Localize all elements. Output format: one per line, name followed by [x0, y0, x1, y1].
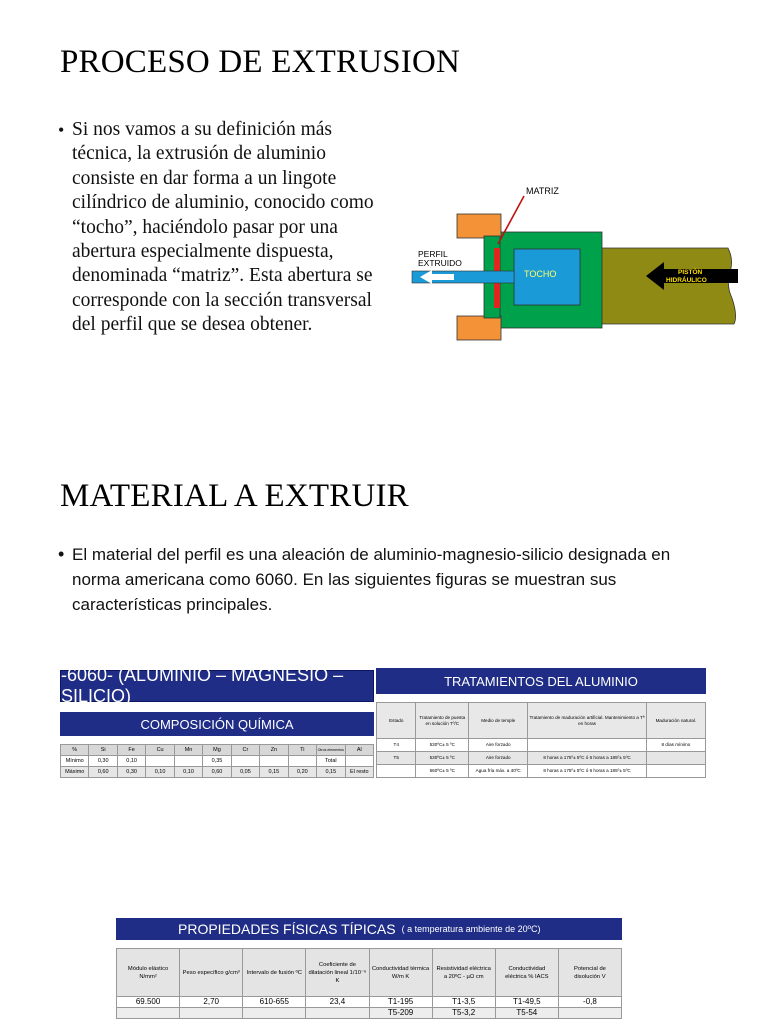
table-cell: 530ºC± 5 ºC — [416, 739, 469, 752]
clamp-top — [457, 214, 501, 238]
label-perfil-2: EXTRUIDO — [418, 258, 462, 268]
table-cell: T1-49,5 — [495, 997, 558, 1008]
table-cell: T5-54 — [495, 1008, 558, 1019]
table-cell — [288, 756, 316, 767]
table-cell: 0,10 — [146, 767, 174, 778]
table-cell — [558, 1008, 621, 1019]
table-cell: 0,15 — [317, 767, 345, 778]
header-cell: Cu — [146, 745, 174, 756]
table-cell: Mínimo — [61, 756, 89, 767]
table-cell: 0,10 — [117, 756, 145, 767]
table-prop-note: ( a temperatura ambiente de 20ºC) — [401, 924, 541, 934]
slide-title-proceso: PROCESO DE EXTRUSION — [60, 44, 461, 80]
table-cell: T5-3,2 — [432, 1008, 495, 1019]
table-cell: 560ºC± 5 ºC — [416, 765, 469, 778]
table-cell — [243, 1008, 306, 1019]
table-cell: T1-195 — [369, 997, 432, 1008]
composition-table — [60, 744, 374, 778]
table-cell — [174, 756, 202, 767]
table-header-row — [61, 745, 374, 756]
table-cell: T1-3,5 — [432, 997, 495, 1008]
table-cell: T5 — [377, 752, 416, 765]
header-cell: Módulo elástico N/mm² — [117, 949, 180, 997]
table-header-row — [377, 703, 706, 739]
header-cell: Al — [345, 745, 373, 756]
propiedades-table — [116, 948, 622, 1019]
header-cell: Estado — [377, 703, 416, 739]
header-cell: Ti — [288, 745, 316, 756]
header-cell: Cr — [231, 745, 259, 756]
table-prop-title: PROPIEDADES FÍSICAS TÍPICAS — [178, 921, 396, 937]
table-tratamientos — [376, 668, 706, 778]
header-cell: Mn — [174, 745, 202, 756]
table-trat-banner: TRATAMIENTOS DEL ALUMINIO — [376, 668, 706, 694]
table-cell: Agua fría máx. a 40ºC — [469, 765, 528, 778]
header-cell: Resistividad eléctrica a 20ºC - µΩ cm — [432, 949, 495, 997]
header-cell: Potencial de disolución V — [558, 949, 621, 997]
table-cell: El resto — [345, 767, 373, 778]
header-cell: Conductividad eléctrica % IACS — [495, 949, 558, 997]
table-cell: 610-655 — [243, 997, 306, 1008]
table-6060-subbanner: COMPOSICIÓN QUÍMICA — [60, 712, 374, 736]
header-cell: Conductividad térmica W/m K — [369, 949, 432, 997]
table-cell: 0,60 — [203, 767, 231, 778]
label-piston-1: PISTÓN — [678, 269, 703, 276]
table-cell: Aire forzado — [469, 739, 528, 752]
header-cell: Tratamiento de maduración artificial. Mantenimiento a Tª en horas — [528, 703, 646, 739]
table-cell: T5-209 — [369, 1008, 432, 1019]
table-6060-banner: -6060- (ALUMINIO – MAGNESIO – SILICIO) — [60, 670, 374, 702]
slide-title-material: MATERIAL A EXTRUIR — [60, 478, 409, 514]
table-cell — [646, 752, 705, 765]
header-cell: Peso específico g/cm³ — [180, 949, 243, 997]
table-cell — [117, 1008, 180, 1019]
table-cell — [146, 756, 174, 767]
table-row — [61, 756, 374, 767]
table-row — [377, 765, 706, 778]
table-cell: 8 horas a 175º± 5ºC ó 6 horas a 185º± 5ºC — [528, 752, 646, 765]
header-cell: Si — [89, 745, 117, 756]
extrusion-diagram — [410, 176, 745, 346]
header-cell: Otros elementos — [317, 745, 345, 756]
table-propiedades — [116, 918, 622, 1019]
table-cell: T4 — [377, 739, 416, 752]
label-matriz: MATRIZ — [526, 186, 559, 196]
table-cell: 0,30 — [89, 756, 117, 767]
table-cell: 0,05 — [231, 767, 259, 778]
table-cell — [646, 765, 705, 778]
table-row — [117, 997, 622, 1008]
table-cell: 8 días mínimo — [646, 739, 705, 752]
table-cell: 0,20 — [288, 767, 316, 778]
header-cell: Intervalo de fusión ºC — [243, 949, 306, 997]
table-cell — [306, 1008, 369, 1019]
table-cell: 2,70 — [180, 997, 243, 1008]
table-cell: 8 horas a 175º± 5ºC ó 6 horas a 185º± 5ºC — [528, 765, 646, 778]
header-cell: Tratamiento de puesta en solución Tº/C — [416, 703, 469, 739]
table-cell: Máximo — [61, 767, 89, 778]
table-cell — [231, 756, 259, 767]
table-header-row — [117, 949, 622, 997]
label-piston-2: HIDRÁULICO — [666, 277, 707, 284]
table-cell: 0,30 — [117, 767, 145, 778]
bullet-extrusion-definition — [58, 118, 378, 338]
tratamientos-table — [376, 702, 706, 778]
label-perfil-1: PERFIL — [418, 249, 448, 259]
table-cell: 530ºC± 5 ºC — [416, 752, 469, 765]
table-row — [377, 752, 706, 765]
clamp-bottom — [457, 316, 501, 340]
header-cell: % — [61, 745, 89, 756]
table-cell: 23,4 — [306, 997, 369, 1008]
header-cell: Coeficiente de dilatación lineal 1/10⁻⁶ K — [306, 949, 369, 997]
table-cell — [377, 765, 416, 778]
bullet-dot: • — [58, 544, 65, 564]
table-cell: Aire forzado — [469, 752, 528, 765]
header-cell: Fe — [117, 745, 145, 756]
header-cell: Medio de temple — [469, 703, 528, 739]
table-cell: -0,8 — [558, 997, 621, 1008]
table-cell: Total — [317, 756, 345, 767]
table-prop-banner — [116, 918, 622, 940]
table-row — [117, 1008, 622, 1019]
table-row — [377, 739, 706, 752]
bullet-text: Si nos vamos a su definición más técnica, la extrusión de aluminio consiste en dar forma a un lingote cilíndrico de aluminio, conocido como “tocho”, haciéndolo pasar por una abertura especialmente dispuesta, denominada “matriz”. Esta abertura se corresponde con la sección transversal del perfil que se desea obtener. — [72, 119, 374, 336]
bullet-dot: • — [58, 120, 65, 140]
header-cell: Zn — [260, 745, 288, 756]
header-cell: Mg — [203, 745, 231, 756]
table-cell — [180, 1008, 243, 1019]
bullet-text: El material del perfil es una aleación de aluminio-magnesio-silicio designada en norma americana como 6060. En las siguientes figuras se muestran sus características principales. — [72, 545, 671, 614]
table-cell — [260, 756, 288, 767]
table-cell: 0,10 — [174, 767, 202, 778]
table-cell: 0,60 — [89, 767, 117, 778]
table-row — [61, 767, 374, 778]
bullet-material-description — [58, 542, 718, 617]
table-cell — [345, 756, 373, 767]
header-cell: Maduración natural. — [646, 703, 705, 739]
table-cell — [528, 739, 646, 752]
table-cell: 0,15 — [260, 767, 288, 778]
label-tocho: TOCHO — [524, 269, 557, 279]
table-6060-composition — [60, 665, 374, 778]
table-cell: 69.500 — [117, 997, 180, 1008]
table-cell: 0,35 — [203, 756, 231, 767]
